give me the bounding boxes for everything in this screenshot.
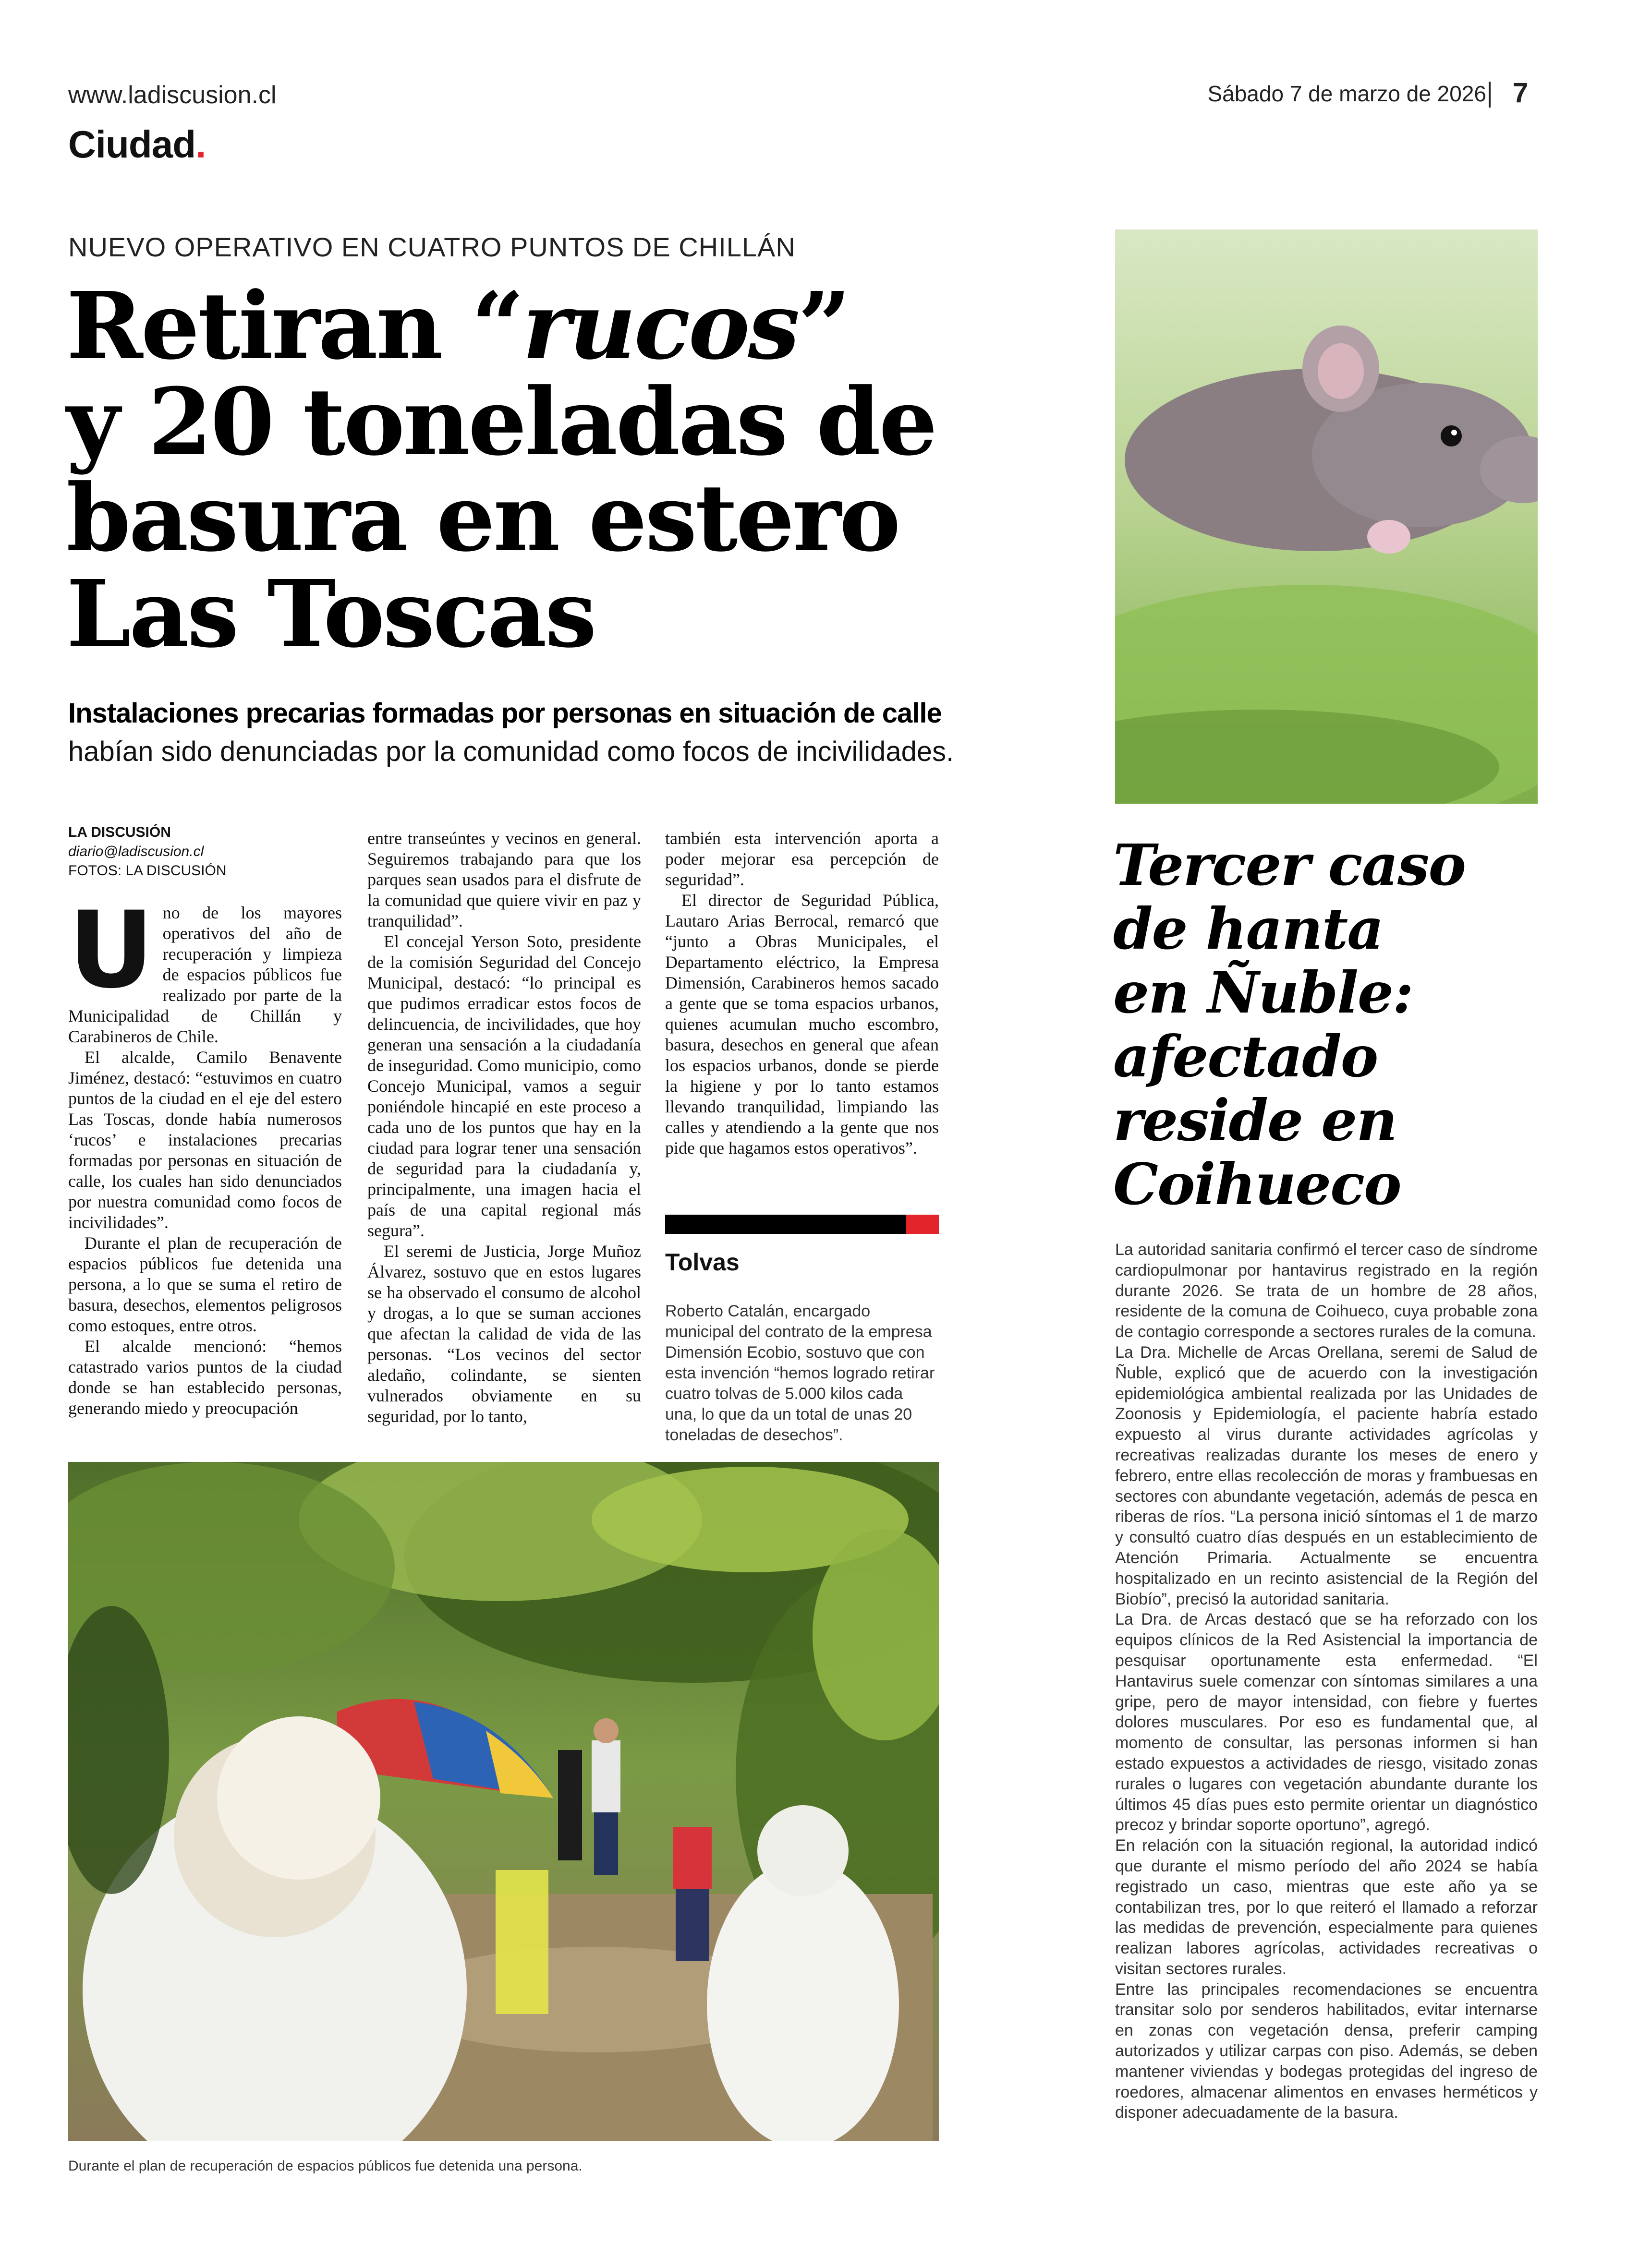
paragraph: Entre las principales recomendaciones se encuentra transitar solo por senderos habilitados, evitar internarse en zonas con vegetación densa, preferir camping autorizados y utilizar carpas con piso. Además, se deben mantener viviendas y bodegas protegidas del ingreso de roedores, almacenar alimentos en envases herméticos y disponer adecuadamente de la basura. bbox=[1115, 1980, 1538, 2122]
box-rule-accent bbox=[906, 1215, 939, 1234]
paragraph: Durante el plan de recuperación de espacios públicos fue detenida una persona, a lo que se suma el retiro de basura, desechos, elementos peligrosos como estoques, entre otros. bbox=[68, 1233, 342, 1335]
paragraph: La autoridad sanitaria confirmó el tercer caso de síndrome cardiopulmonar por hantavirus registrado en la región durante 2026. Se trata de un hombre de 28 años, residente de la comuna de Coihueco, cuya probable zona de contagio corresponde a sectores rurales de la comuna. bbox=[1115, 1241, 1538, 1341]
byline-photos: FOTOS: LA DISCUSIÓN bbox=[68, 863, 227, 879]
issue-date: Sábado 7 de marzo de 2026 bbox=[1207, 81, 1486, 106]
paragraph: El alcalde mencionó: “hemos catastrado varios puntos de la ciudad donde se han establecido personas, generando miedo y preocupación bbox=[68, 1337, 342, 1418]
byline-author: LA DISCUSIÓN bbox=[68, 824, 171, 840]
paragraph: El director de Seguridad Pública, Lautaro Arias Berrocal, remarcó que “junto a Obras Municipales, el Departamento eléctrico, la Empresa Dimensión, Carabineros hemos sacado a gente que se toma espacios urbanos, quienes acumulan mucho escombro, basura, desechos en general que afean los espacios urbanos, donde se pierde la higiene y por lo tanto estamos llevando tranquilidad, limpiando las calles y atendiendo a la gente que nos pide que hagamos estos operativos”. bbox=[665, 891, 939, 1158]
box-title: Tolvas bbox=[665, 1249, 740, 1276]
article-column-2 bbox=[367, 828, 641, 1427]
sidebar-headline: Tercer caso de hanta en Ñuble: afectado reside en Coihueco bbox=[1113, 832, 1466, 1218]
byline bbox=[68, 823, 356, 881]
box-body: Roberto Catalán, encargado municipal del contrato de la empresa Dimensión Ecobio, sostuvo que con esta invención “hemos logrado retirar cuatro tolvas de 5.000 kilos cada una, lo que da un total de unas 20 toneladas de desechos”. bbox=[665, 1302, 935, 1444]
site-url[interactable]: www.ladiscusion.cl bbox=[68, 81, 277, 109]
paragraph: La Dra. Michelle de Arcas Orellana, seremi de Salud de Ñuble, explicó que de acuerdo con la investigación epidemiológica ambiental realizada por las Unidades de Zoonosis y Epidemiología, el paciente habría estado expuesto al virus durante actividades agrícolas y recreativas realizadas durante los meses de enero y febrero, entre ellas recolección de moras y frambuesas en sectores con abundante vegetación, además de pesca en riberas de ríos. “La persona inició síntomas el 1 de marzo y consultó cuatro días después en un establecimiento de Atención Primaria. Actualmente se encuentra hospitalizado en un recinto asistencial de la Región del Biobío”, precisó la autoridad sanitaria. bbox=[1115, 1343, 1538, 1608]
article-headline: Retiran “rucos” y 20 toneladas de basura en estero Las Toscas bbox=[66, 272, 936, 668]
article-column-3 bbox=[665, 828, 939, 1158]
paragraph: En relación con la situación regional, la autoridad indicó que durante el mismo período del año 2024 se había registrado un caso, mientras que este año ya se contabilizan tres, por lo que reiteró el llamado a reforzar las medidas de prevención, especialmente para quienes realizan labores agrícolas, actividades recreativas o visitan sectores rurales. bbox=[1115, 1836, 1538, 1978]
article-deck-bold: Instalaciones precarias formadas por personas en situación de calle bbox=[68, 698, 942, 729]
article-deck: habían sido denunciadas por la comunidad como focos de incivilidades. bbox=[68, 736, 954, 767]
drop-cap: U bbox=[68, 889, 154, 1012]
paragraph: El seremi de Justicia, Jorge Muñoz Álvarez, sostuvo que en estos lugares se ha observado el consumo de alcohol y drogas, a lo que se suman acciones que afectan la calidad de vida de las personas. “Los vecinos del sector aledaño, colindante, se sienten vulnerados obviamente en su seguridad, por lo tanto, bbox=[367, 1242, 641, 1426]
header-separator bbox=[1489, 82, 1491, 108]
paragraph: no de los mayores operativos del año de recuperación y limpieza de espacios públicos fue realizado por parte de la Municipalidad de Chillán y Carabineros de Chile. bbox=[68, 903, 342, 1046]
paragraph: La Dra. de Arcas destacó que se ha reforzado con los equipos clínicos de la Red Asistencial la importancia de pesquisar oportunamente esta enfermedad. “El Hantavirus suele comenzar con síntomas similares a una gripe, pero de mayor intensidad, con fiebre y fuertes dolores musculares. Por eso es fundamental que, al momento de consultar, las personas informen si han estado expuestos a actividades de riesgo, visitado zonas rurales o lugares con vegetación abundante durante los últimos 45 días pues esto permite orientar un diagnóstico precoz y brindar soporte oportuno”, agregó. bbox=[1115, 1610, 1538, 1834]
photo-caption: Durante el plan de recuperación de espacios públicos fue detenida una persona. bbox=[68, 2158, 583, 2174]
box-rule bbox=[665, 1215, 906, 1234]
paragraph: también esta intervención aporta a poder mejorar esa percepción de seguridad”. bbox=[665, 829, 939, 889]
sidebar-body bbox=[1115, 1240, 1538, 2123]
paragraph: El alcalde, Camilo Benavente Jiménez, destacó: “estuvimos en cuatro puntos de la ciudad en el eje del estero Las Toscas, donde había numerosos ‘rucos’ e instalaciones precarias formadas por personas en situación de calle, los cuales han sido denunciados por nuestra comunidad como focos de incivilidades”. bbox=[68, 1048, 342, 1232]
paragraph: El concejal Yerson Soto, presidente de la comisión Seguridad del Concejo Municipal, destacó: “lo principal es que pudimos erradicar estos focos de delincuencia, de incivilidades, que hoy generan una sensación a la ciudadanía de inseguridad. Como municipio, como Concejo Municipal, vamos a seguir poniéndole hincapié en este proceso a cada uno de los puntos que hay en la ciudad para lograr tener una sensación de seguridad para la ciudadanía y, principalmente, una imagen hacia el país de una capital regional más segura”. bbox=[367, 932, 641, 1240]
page-number: 7 bbox=[1513, 77, 1529, 109]
rodent-photo bbox=[1115, 229, 1538, 804]
article-column-1 bbox=[68, 889, 342, 1419]
article-kicker: NUEVO OPERATIVO EN CUATRO PUNTOS DE CHILLÁN bbox=[68, 232, 796, 262]
section-title: Ciudad. bbox=[68, 123, 206, 166]
cleanup-operation-photo bbox=[68, 1462, 939, 2141]
byline-email[interactable]: diario@ladiscusion.cl bbox=[68, 844, 204, 859]
paragraph: entre transeúntes y vecinos en general. Seguiremos trabajando para que los parques sean usados para el disfrute de la comunidad que quiere vivir en paz y tranquilidad”. bbox=[367, 829, 641, 930]
section-dot: . bbox=[195, 123, 206, 166]
